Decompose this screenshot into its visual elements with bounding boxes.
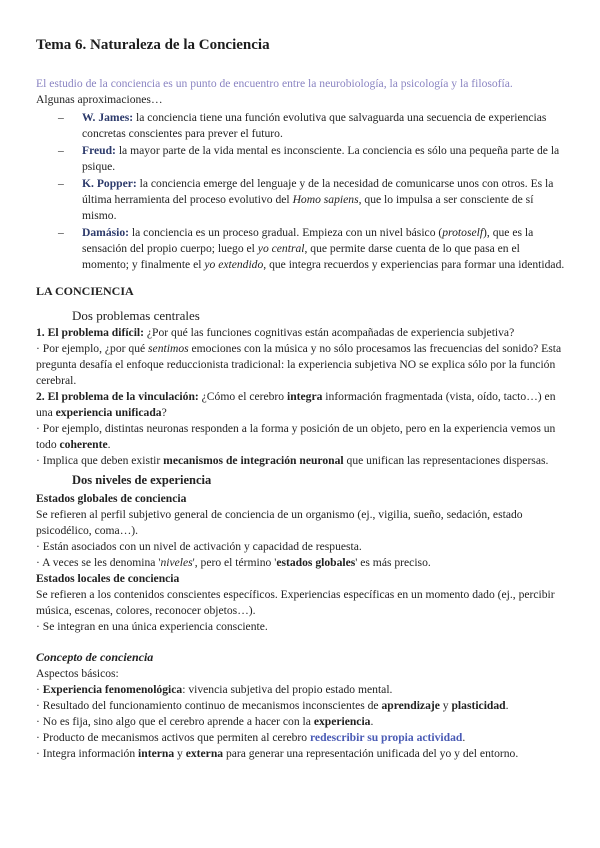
list-item [36, 225, 566, 273]
highlighted-term: redescribir su propia actividad [309, 731, 463, 744]
estados-globales-p2: · Están asociados con un nivel de activación y capacidad de respuesta. [36, 540, 362, 553]
intro-paragraph: El estudio de la conciencia es un punto de encuentro entre la neurobiología, la psicología y la filosofía. [36, 77, 513, 90]
problema-vinculacion-implicacion [36, 453, 566, 469]
body-text: · Integra información [36, 747, 139, 760]
item-text: , que permite darse cuenta de lo que pasa en el momento; y finalmente el [82, 242, 520, 271]
author-name: W. James: [82, 111, 134, 124]
author-name: Damásio: [82, 226, 130, 239]
italic-term: Homo sapiens [292, 193, 359, 206]
section-heading-conciencia: LA CONCIENCIA [36, 284, 134, 298]
problem-label: 2. El problema de la vinculación: [36, 390, 199, 403]
problema-dificil [36, 325, 566, 341]
example-text: · Implica que deben existir [36, 454, 164, 467]
estados-globales-p1: Se refieren al perfil subjetivo general de conciencia de un organismo (ej., vigilia, sueño, sedación, estado psicodélico, coma…). [36, 508, 523, 537]
italic-term: protoself [442, 226, 484, 239]
item-text: , que integra recuerdos y experiencias para formar una identidad. [263, 258, 565, 271]
bullet-dot: · [36, 683, 43, 696]
dash-bullet: – [58, 177, 64, 190]
item-text: ), que es la sensación del propio cuerpo; luego el [82, 226, 534, 255]
item-text: la mayor parte de la vida mental es inconsciente. La conciencia es sólo una pequeña parte de la psique. [82, 144, 560, 173]
body-text: para generar una representación unificada del yo y del entorno. [223, 747, 519, 760]
author-name: K. Popper: [82, 177, 137, 190]
bold-term: estados globales [276, 556, 356, 569]
list-item [36, 176, 566, 224]
italic-term: yo central [257, 242, 305, 255]
body-text: · No es fija, sino algo que el cerebro aprende a hacer con la [36, 715, 314, 728]
body-text: . [505, 699, 509, 712]
subheading-niveles: Dos niveles de experiencia [72, 473, 212, 487]
dash-bullet: – [58, 226, 64, 239]
concepto-bullet-3 [36, 714, 566, 730]
problema-vinculacion-ejemplo [36, 421, 566, 453]
body-text: . [370, 715, 374, 728]
aspectos-label: Aspectos básicos: [36, 667, 119, 680]
body-text: : vivencia subjetiva del propio estado mental. [182, 683, 393, 696]
problema-dificil-ejemplo [36, 341, 566, 389]
bold-term: mecanismos de integración neuronal [163, 454, 344, 467]
problem-text: ? [161, 406, 167, 419]
concepto-bullet-1 [36, 682, 566, 698]
concepto-bullet-5 [36, 746, 566, 762]
bold-term: plasticidad [451, 699, 506, 712]
italic-term: sentimos [148, 342, 189, 355]
example-text: emociones con la música y no sólo procesamos las frecuencias del sonido? Esta pregunta desafía el enfoque reduccionista tradicional: la experiencia subjetiva NO se explica sólo por la función cerebral. [36, 342, 562, 387]
item-text: la conciencia tiene una función evolutiva que salvaguarda una secuencia de experiencias concretas conscientes para prever el futuro. [82, 111, 547, 140]
problem-label: 1. El problema difícil: [36, 326, 144, 339]
body-text: · Producto de mecanismos activos que permiten al cerebro [36, 731, 310, 744]
heading-estados-globales: Estados globales de conciencia [36, 492, 187, 505]
dash-bullet: – [58, 111, 64, 124]
bold-term: interna [138, 747, 175, 760]
bold-term: experiencia [313, 715, 371, 728]
item-text: la conciencia emerge del lenguaje y de la necesidad de comunicarse unos con otros. Es la última herramienta del proceso evolutivo del [82, 177, 554, 206]
bold-term: externa [185, 747, 224, 760]
example-text: · Por ejemplo, distintas neuronas responden a la forma y posición de un objeto, pero en la experiencia vemos un todo [36, 422, 556, 451]
bold-term: experiencia unificada [55, 406, 162, 419]
example-text: que unifican las representaciones dispersas. [343, 454, 549, 467]
italic-term: yo extendido [204, 258, 264, 271]
bold-term: Experiencia fenomenológica [42, 683, 183, 696]
estados-locales-p1: Se refieren a los contenidos conscientes específicos. Experiencias específicas en un momento dado (ej., percibir música, escenas, colores, reconocer objetos…). [36, 588, 555, 617]
example-text: . [107, 438, 111, 451]
estados-locales-p2: · Se integran en una única experiencia consciente. [36, 620, 268, 633]
body-text: y [174, 747, 186, 760]
bold-term: coherente [59, 438, 108, 451]
document-page [36, 36, 566, 762]
approaches-list [36, 110, 566, 273]
body-text: y [439, 699, 452, 712]
concepto-bullet-2 [36, 698, 566, 714]
approx-label: Algunas aproximaciones… [36, 93, 163, 106]
italic-term: niveles [160, 556, 193, 569]
body-text: · A veces se les denomina ' [36, 556, 161, 569]
estados-globales-p3 [36, 555, 566, 571]
problem-text: ¿Cómo el cerebro [198, 390, 287, 403]
example-text: · Por ejemplo, ¿por qué [36, 342, 149, 355]
heading-concepto: Concepto de conciencia [36, 650, 154, 664]
problem-text: ¿Por qué las funciones cognitivas están acompañadas de experiencia subjetiva? [144, 326, 515, 339]
list-item [36, 143, 566, 175]
bold-term: aprendizaje [381, 699, 440, 712]
heading-estados-locales: Estados locales de conciencia [36, 572, 180, 585]
subheading-problemas: Dos problemas centrales [72, 308, 200, 323]
problem-text: información fragmentada (vista, oído, tacto…) en una [36, 390, 556, 419]
page-title: Tema 6. Naturaleza de la Conciencia [36, 37, 270, 53]
body-text: ', pero el término ' [192, 556, 277, 569]
bold-term: integra [286, 390, 323, 403]
item-text: la conciencia es un proceso gradual. Empieza con un nivel básico ( [129, 226, 443, 239]
item-text: , que lo impulsa a ser consciente de sí mismo. [82, 193, 534, 222]
author-name: Freud: [82, 144, 116, 157]
problema-vinculacion [36, 389, 566, 421]
list-item [36, 110, 566, 142]
concepto-bullet-4 [36, 730, 566, 746]
body-text: . [462, 731, 466, 744]
dash-bullet: – [58, 144, 64, 157]
body-text: · Resultado del funcionamiento continuo de mecanismos inconscientes de [36, 699, 382, 712]
body-text: ' es más preciso. [355, 556, 431, 569]
